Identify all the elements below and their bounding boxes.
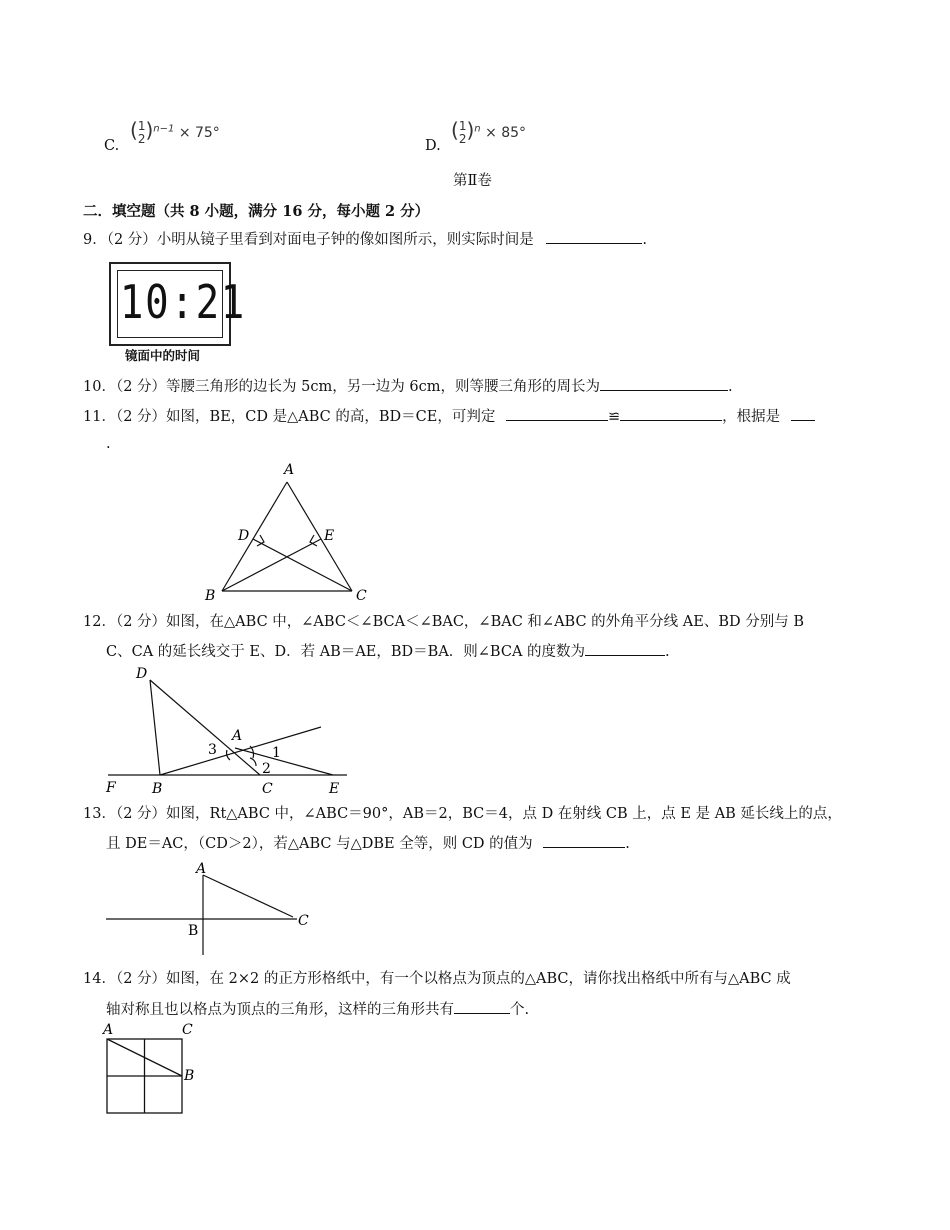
question-10: 10．（2 分）等腰三角形的边长为 5cm，另一边为 6cm，则等腰三角形的周长为 . bbox=[83, 375, 890, 398]
q13-figure bbox=[100, 855, 325, 960]
part2-heading: 二．填空题（共 8 小题，满分 16 分，每小题 2 分） bbox=[83, 203, 430, 220]
q10-text: 10．（2 分）等腰三角形的边长为 5cm，另一边为 6cm，则等腰三角形的周长为 bbox=[83, 379, 600, 395]
q11-label-a: A bbox=[284, 462, 295, 478]
q9-text: 9．（2 分）小明从镜子里看到对面电子钟的像如图所示，则实际时间是 bbox=[83, 232, 534, 248]
q12-label-e: E bbox=[329, 781, 340, 797]
q12-label-b: B bbox=[152, 781, 163, 797]
q11-blank-2[interactable] bbox=[620, 405, 722, 421]
q12-label-3: 3 bbox=[208, 742, 217, 758]
q9-clock-caption: 镜面中的时间 bbox=[125, 348, 201, 363]
q11-label-e: E bbox=[324, 528, 335, 544]
q14-label-c: C bbox=[182, 1022, 193, 1038]
q13-label-a: A bbox=[196, 861, 207, 877]
q9-clock-digits: 10:21 bbox=[119, 275, 247, 329]
q12-label-a: A bbox=[232, 728, 243, 744]
question-13-line1: 13．（2 分）如图，Rt△ABC 中，∠ABC＝90°，AB＝2，BC＝4，点 D 在射线 CB 上，点 E 是 AB 延长线上的点， bbox=[83, 806, 842, 822]
q14-figure bbox=[100, 1020, 210, 1120]
q14-answer-blank[interactable] bbox=[454, 998, 510, 1014]
question-13-line2: 且 DE＝AC，（CD＞2），若△ABC 与△DBE 全等，则 CD 的值为 . bbox=[106, 832, 890, 855]
q14-label-b: B bbox=[184, 1068, 195, 1084]
q12-figure bbox=[100, 662, 360, 797]
q11-end: . bbox=[106, 436, 111, 452]
q11-blank-3[interactable] bbox=[791, 405, 815, 421]
q9-answer-blank[interactable] bbox=[546, 228, 642, 244]
q11-text: 11．（2 分）如图，BE，CD 是△ABC 的高，BD＝CE，可判定 bbox=[83, 409, 496, 425]
question-14-line1: 14．（2 分）如图，在 2×2 的正方形格纸中，有一个以格点为顶点的△ABC，请你找出格纸中所有与△ABC 成 bbox=[83, 971, 791, 987]
q13-answer-blank[interactable] bbox=[543, 832, 625, 848]
q12-label-1: 1 bbox=[272, 745, 281, 761]
q9-clock-figure bbox=[109, 262, 247, 346]
q13-label-b: B bbox=[188, 923, 199, 939]
q13-label-c: C bbox=[298, 913, 309, 929]
option-c-label: C. bbox=[104, 138, 120, 154]
question-9: 9．（2 分）小明从镜子里看到对面电子钟的像如图所示，则实际时间是 . bbox=[83, 228, 890, 251]
section-title: 第Ⅱ卷 bbox=[453, 173, 492, 189]
q12-label-c: C bbox=[262, 781, 273, 797]
option-d-label: D. bbox=[425, 138, 441, 154]
q12-label-d: D bbox=[136, 666, 148, 682]
q10-answer-blank[interactable] bbox=[600, 375, 728, 391]
q11-figure bbox=[200, 460, 380, 605]
q12-label-2: 2 bbox=[262, 761, 271, 777]
question-12-line1: 12．（2 分）如图，在△ABC 中，∠ABC＜∠BCA＜∠BAC，∠BAC 和∠ABC 的外角平分线 AE、BD 分别与 B bbox=[83, 614, 804, 630]
option-d-expression: (1 2)$^n$ × 85° bbox=[451, 118, 527, 146]
question-14-line2: 轴对称且也以格点为顶点的三角形，这样的三角形共有 个. bbox=[106, 998, 890, 1021]
q11-label-c: C bbox=[356, 588, 367, 604]
q12-label-f: F bbox=[106, 780, 116, 796]
q14-label-a: A bbox=[103, 1022, 114, 1038]
question-12-line2: C、CA 的延长线交于 E、D．若 AB＝AE，BD＝BA．则∠BCA 的度数为 . bbox=[106, 640, 890, 663]
q11-label-b: B bbox=[205, 588, 216, 604]
option-c-expression: (1 2)$^{n-1}$ × 75° bbox=[130, 118, 220, 146]
q11-blank-1[interactable] bbox=[506, 405, 608, 421]
q12-answer-blank[interactable] bbox=[585, 640, 665, 656]
question-11: 11．（2 分）如图，BE，CD 是△ABC 的高，BD＝CE，可判定 ≌ ，根据是 bbox=[83, 405, 890, 428]
q11-label-d: D bbox=[238, 528, 250, 544]
